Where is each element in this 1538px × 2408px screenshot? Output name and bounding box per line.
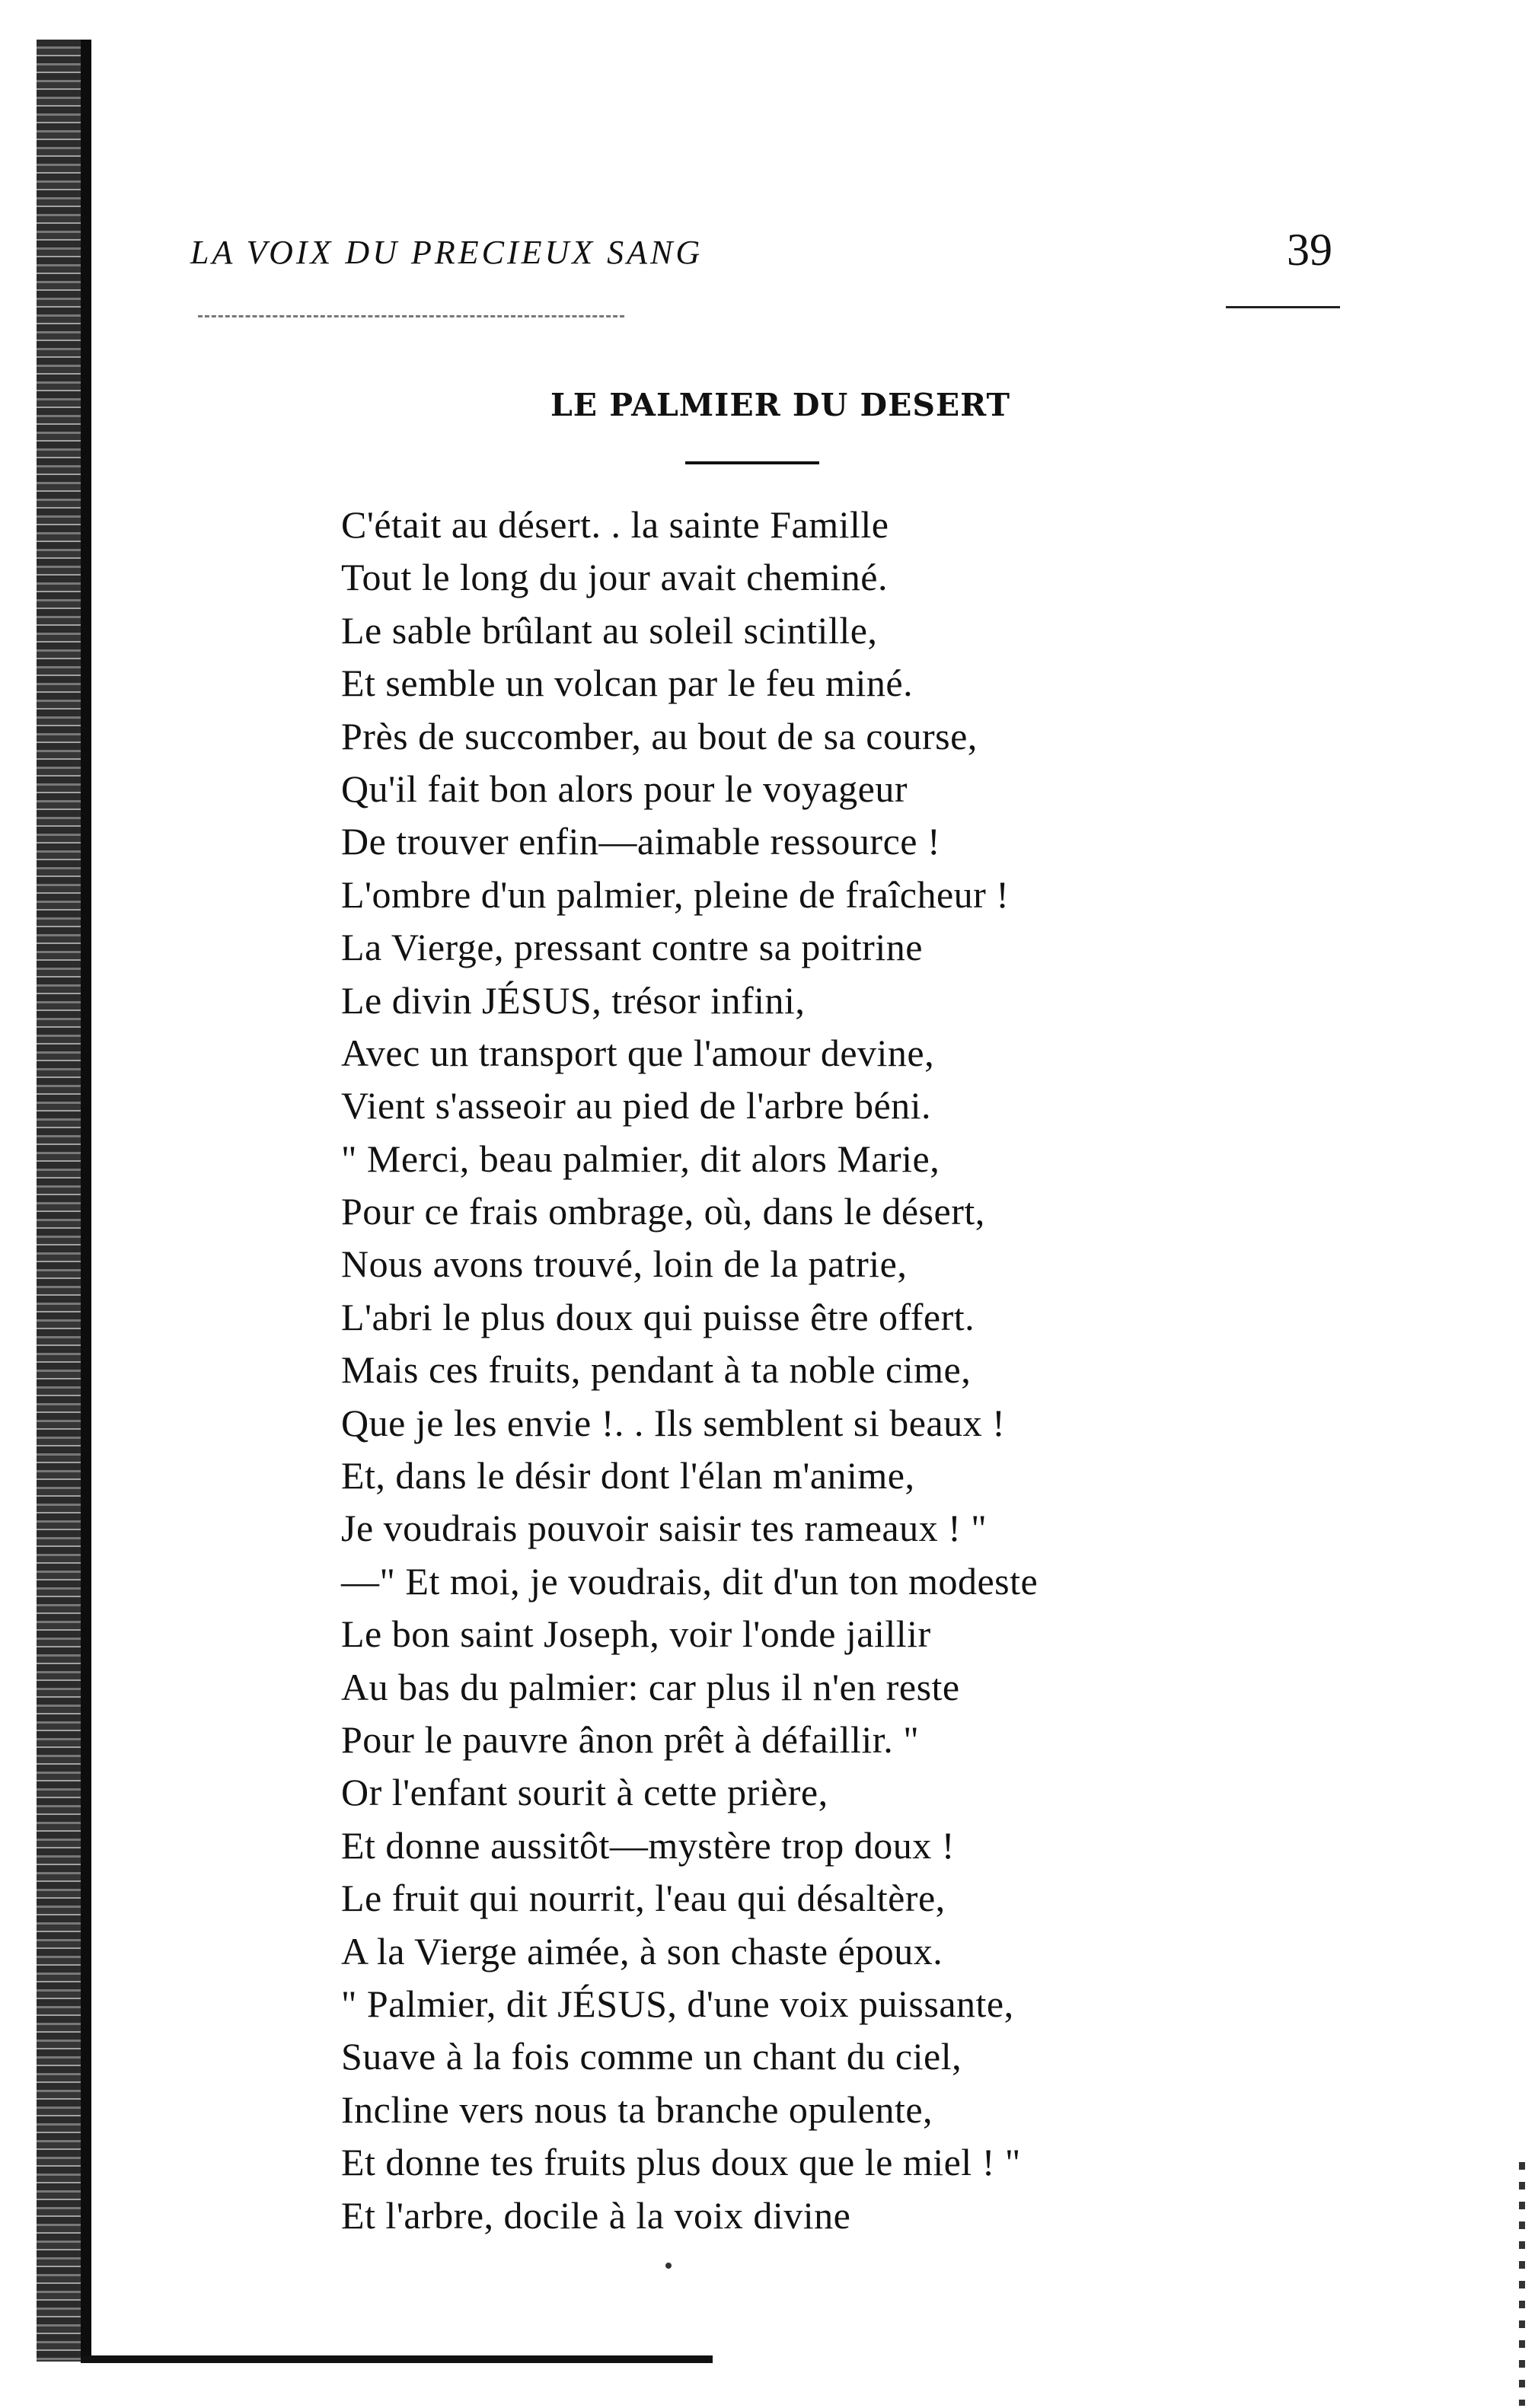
poem-line: L'abri le plus doux qui puisse être offert. — [341, 1295, 975, 1338]
poem-line: C'était au désert. . la sainte Famille — [341, 503, 889, 546]
title-divider — [685, 461, 819, 464]
poem-line: Que je les envie !. . Ils semblent si beaux ! — [341, 1401, 1006, 1444]
poem-line: Mais ces fruits, pendant à ta noble cime, — [341, 1348, 972, 1392]
poem-body — [341, 499, 1483, 2242]
poem-line: Le fruit qui nourrit, l'eau qui désaltère, — [341, 1877, 946, 1920]
poem-line: Le divin JÉSUS, trésor infini, — [341, 978, 806, 1022]
header-dashed-rule — [198, 315, 624, 317]
poem-line: Pour ce frais ombrage, où, dans le désert, — [341, 1190, 985, 1233]
poem-line: Et semble un volcan par le feu miné. — [341, 662, 914, 705]
poem-line: Et l'arbre, docile à la voix divine — [341, 2193, 851, 2237]
page-bottom-edge — [81, 2355, 713, 2363]
poem-line: Tout le long du jour avait cheminé. — [341, 556, 888, 599]
running-header-title: LA VOIX DU PRECIEUX SANG — [190, 234, 704, 271]
poem-line: Avec un transport que l'amour devine, — [341, 1031, 935, 1074]
poem-line: Or l'enfant sourit à cette prière, — [341, 1771, 828, 1814]
poem-line: A la Vierge aimée, à son chaste époux. — [341, 1929, 943, 1973]
poem-line: Et donne tes fruits plus doux que le miel ! " — [341, 2141, 1021, 2184]
poem-line: L'ombre d'un palmier, pleine de fraîcheur ! — [341, 872, 1010, 916]
poem-line: Suave à la fois comme un chant du ciel, — [341, 2035, 962, 2078]
poem-line: Pour le pauvre ânon prêt à défaillir. " — [341, 1717, 920, 1761]
header-rule — [1226, 306, 1340, 308]
poem-line: Au bas du palmier: car plus il n'en reste — [341, 1665, 960, 1708]
poem-line: Nous avons trouvé, loin de la patrie, — [341, 1242, 908, 1286]
poem-line: Qu'il fait bon alors pour le voyageur — [341, 767, 908, 810]
poem-line: " Merci, beau palmier, dit alors Marie, — [341, 1137, 940, 1180]
running-header — [190, 222, 1348, 283]
poem-line: Je voudrais pouvoir saisir tes rameaux ! " — [341, 1507, 988, 1550]
poem-line: Et donne aussitôt—mystère trop doux ! — [341, 1823, 955, 1867]
poem-line: Vient s'asseoir au pied de l'arbre béni. — [341, 1084, 932, 1127]
poem-line: De trouver enfin—aimable ressource ! — [341, 820, 941, 863]
page-number: 39 — [1287, 225, 1332, 275]
poem-line: " Palmier, dit JÉSUS, d'une voix puissante, — [341, 1982, 1014, 2025]
poem-line: —" Et moi, je voudrais, dit d'un ton modeste — [341, 1559, 1039, 1603]
poem-line: Incline vers nous ta branche opulente, — [341, 2087, 933, 2131]
ink-dot — [665, 2263, 672, 2269]
poem-line: Et, dans le désir dont l'élan m'anime, — [341, 1454, 915, 1497]
poem-line: La Vierge, pressant contre sa poitrine — [341, 926, 923, 969]
poem-line: Près de succomber, au bout de sa course, — [341, 714, 978, 757]
scan-edge-marks — [1519, 2162, 1525, 2406]
poem-title: LE PALMIER DU DESERT — [550, 387, 1011, 423]
poem-line: Le bon saint Joseph, voir l'onde jaillir — [341, 1612, 931, 1656]
poem-line: Le sable brûlant au soleil scintille, — [341, 608, 878, 652]
